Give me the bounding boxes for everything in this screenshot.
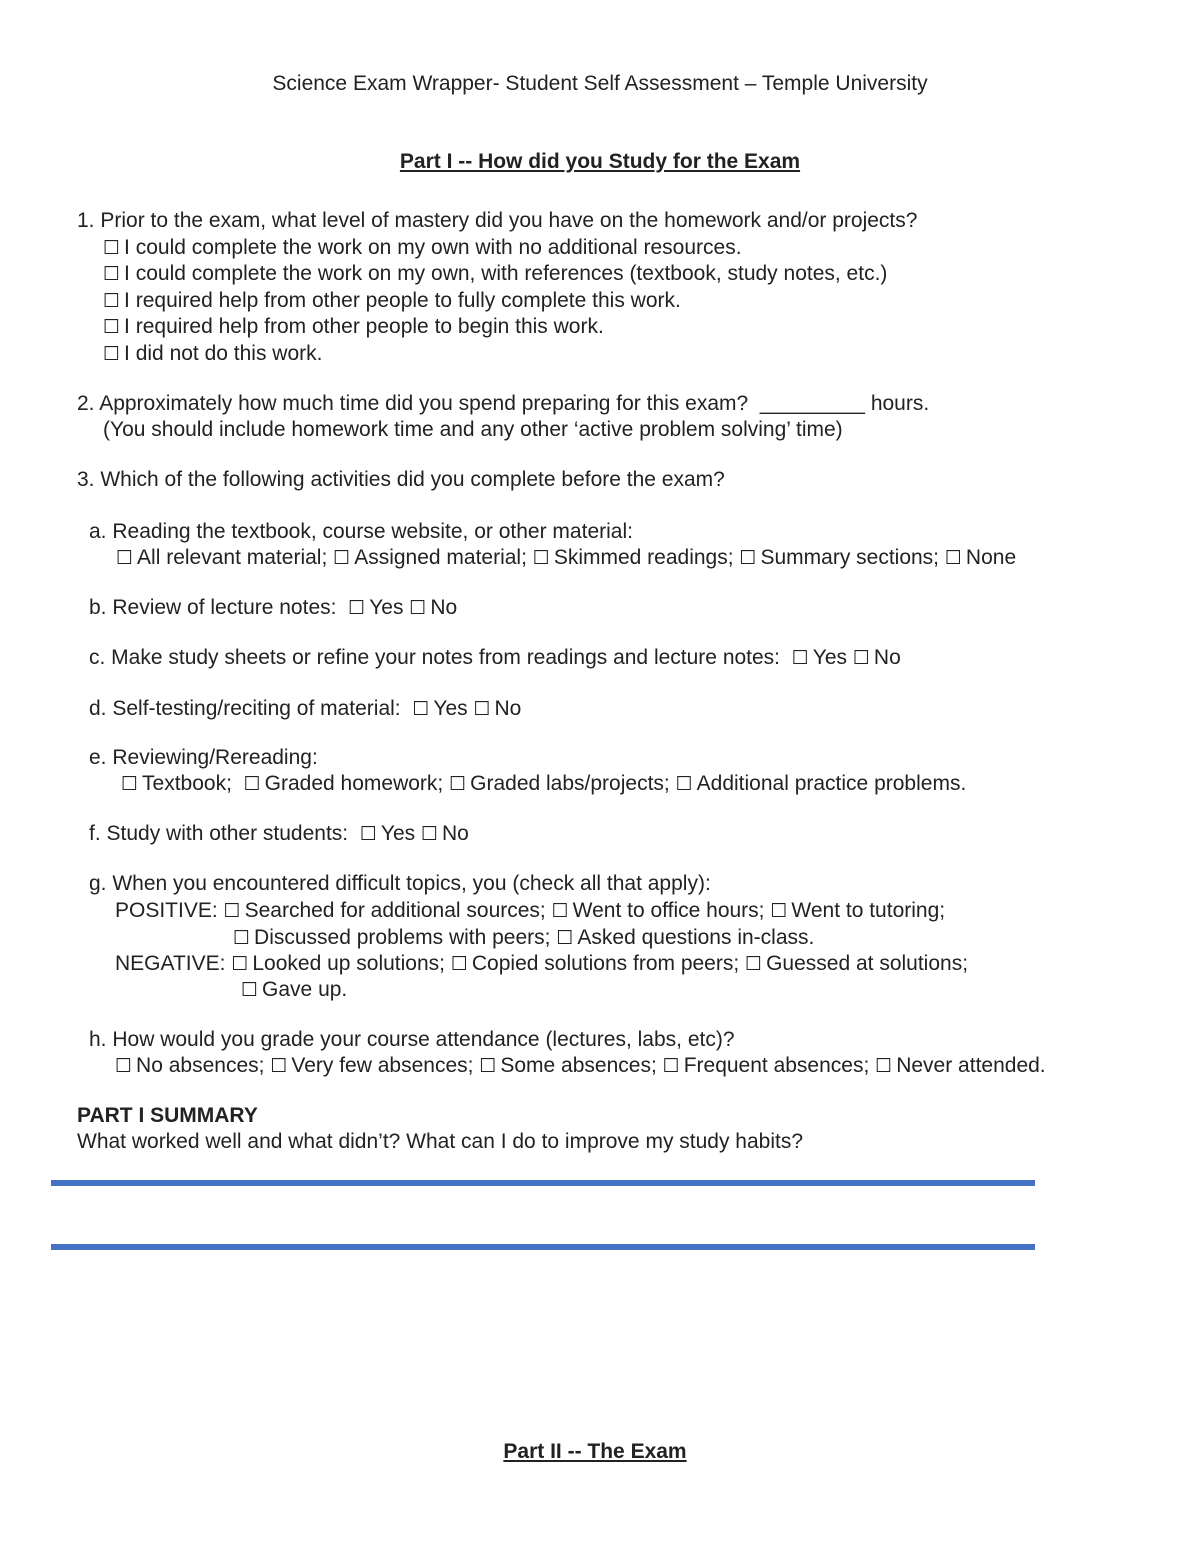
checkbox-icon[interactable]: [676, 772, 697, 795]
checkbox-icon[interactable]: [244, 772, 265, 795]
checkbox-icon[interactable]: [103, 342, 124, 365]
checkbox-icon[interactable]: [231, 952, 252, 975]
checkbox-icon[interactable]: [233, 926, 254, 949]
q3g-negative-line-2: ☐ Gave up.: [241, 977, 347, 1003]
checkbox-icon[interactable]: [473, 697, 494, 720]
checkbox-icon[interactable]: [875, 1054, 896, 1077]
checkbox-icon[interactable]: [360, 822, 381, 845]
part-2-heading: Part II -- The Exam: [503, 1440, 687, 1463]
part-1-summary-heading: PART I SUMMARY: [77, 1104, 258, 1127]
part-1-heading: Part I -- How did you Study for the Exam: [399, 150, 801, 173]
checkbox-icon[interactable]: [853, 646, 874, 669]
q3g-label: g. When you encountered difficult topics, you (check all that apply):: [89, 872, 711, 895]
checkbox-icon[interactable]: [103, 289, 124, 312]
checkbox-icon[interactable]: [533, 546, 554, 569]
question-1: 1. Prior to the exam, what level of mastery did you have on the homework and/or projects?: [77, 209, 918, 232]
q3g-positive-line-1: POSITIVE: ☐ Searched for additional sources; ☐ Went to office hours; ☐ Went to tutoring;: [115, 898, 945, 924]
checkbox-icon[interactable]: [945, 546, 966, 569]
checkbox-icon[interactable]: [224, 899, 245, 922]
q3g-positive-line-2: ☐ Discussed problems with peers; ☐ Asked questions in-class.: [233, 925, 814, 951]
q3g-negative-line-1: NEGATIVE: ☐ Looked up solutions; ☐ Copied solutions from peers; ☐ Guessed at solutions;: [115, 951, 968, 977]
checkbox-icon[interactable]: [451, 952, 472, 975]
checkbox-icon[interactable]: [449, 772, 470, 795]
checkbox-icon[interactable]: [333, 546, 354, 569]
q3h-label: h. How would you grade your course attendance (lectures, labs, etc)?: [89, 1028, 735, 1051]
checkbox-icon[interactable]: [103, 315, 124, 338]
checkbox-icon[interactable]: [663, 1054, 684, 1077]
checkbox-icon[interactable]: [103, 236, 124, 259]
q3h-options: ☐ No absences; ☐ Very few absences; ☐ Some absences; ☐ Frequent absences; ☐ Never attended.: [115, 1053, 1046, 1079]
checkbox-icon[interactable]: [270, 1054, 291, 1077]
q1-option-3[interactable]: ☐ I required help from other people to fully complete this work.: [103, 288, 681, 314]
checkbox-icon[interactable]: [421, 822, 442, 845]
document-title: Science Exam Wrapper- Student Self Assessment – Temple University: [272, 72, 928, 95]
checkbox-icon[interactable]: [412, 697, 433, 720]
q3e-options: ☐ Textbook; ☐ Graded homework; ☐ Graded labs/projects; ☐ Additional practice problems.: [121, 771, 966, 797]
answer-line-1[interactable]: [51, 1180, 1035, 1186]
q3d: d. Self-testing/reciting of material: ☐ Yes ☐ No: [89, 696, 521, 722]
checkbox-icon[interactable]: [479, 1054, 500, 1077]
checkbox-icon[interactable]: [792, 646, 813, 669]
checkbox-icon[interactable]: [121, 772, 142, 795]
q3a-label: a. Reading the textbook, course website, or other material:: [89, 520, 633, 543]
checkbox-icon[interactable]: [745, 952, 766, 975]
q3a-options: ☐ All relevant material; ☐ Assigned material; ☐ Skimmed readings; ☐ Summary sections; ☐ None: [116, 545, 1016, 571]
question-2-note: (You should include homework time and any other ‘active problem solving’ time): [103, 418, 843, 441]
checkbox-icon[interactable]: [103, 262, 124, 285]
question-2: 2. Approximately how much time did you spend preparing for this exam? _________ hours.: [77, 392, 930, 415]
checkbox-icon[interactable]: [409, 596, 430, 619]
checkbox-icon[interactable]: [115, 1054, 136, 1077]
q1-option-2[interactable]: ☐ I could complete the work on my own, with references (textbook, study notes, etc.): [103, 261, 887, 287]
checkbox-icon[interactable]: [552, 899, 573, 922]
hours-blank[interactable]: _________: [759, 392, 865, 415]
q3b: b. Review of lecture notes: ☐ Yes ☐ No: [89, 595, 457, 621]
q3c: c. Make study sheets or refine your notes from readings and lecture notes: ☐ Yes ☐ No: [89, 645, 901, 671]
q3e-label: e. Reviewing/Rereading:: [89, 746, 318, 769]
q1-option-1[interactable]: ☐ I could complete the work on my own with no additional resources.: [103, 235, 742, 261]
checkbox-icon[interactable]: [770, 899, 791, 922]
checkbox-icon[interactable]: [241, 978, 262, 1001]
q1-option-4[interactable]: ☐ I required help from other people to begin this work.: [103, 314, 604, 340]
checkbox-icon[interactable]: [348, 596, 369, 619]
checkbox-icon[interactable]: [556, 926, 577, 949]
answer-line-2[interactable]: [51, 1244, 1035, 1250]
question-3: 3. Which of the following activities did you complete before the exam?: [77, 468, 725, 491]
checkbox-icon[interactable]: [739, 546, 760, 569]
part-1-summary-prompt: What worked well and what didn’t? What can I do to improve my study habits?: [77, 1130, 804, 1153]
q1-option-5[interactable]: ☐ I did not do this work.: [103, 341, 322, 367]
checkbox-icon[interactable]: [116, 546, 137, 569]
q3f: f. Study with other students: ☐ Yes ☐ No: [89, 821, 469, 847]
